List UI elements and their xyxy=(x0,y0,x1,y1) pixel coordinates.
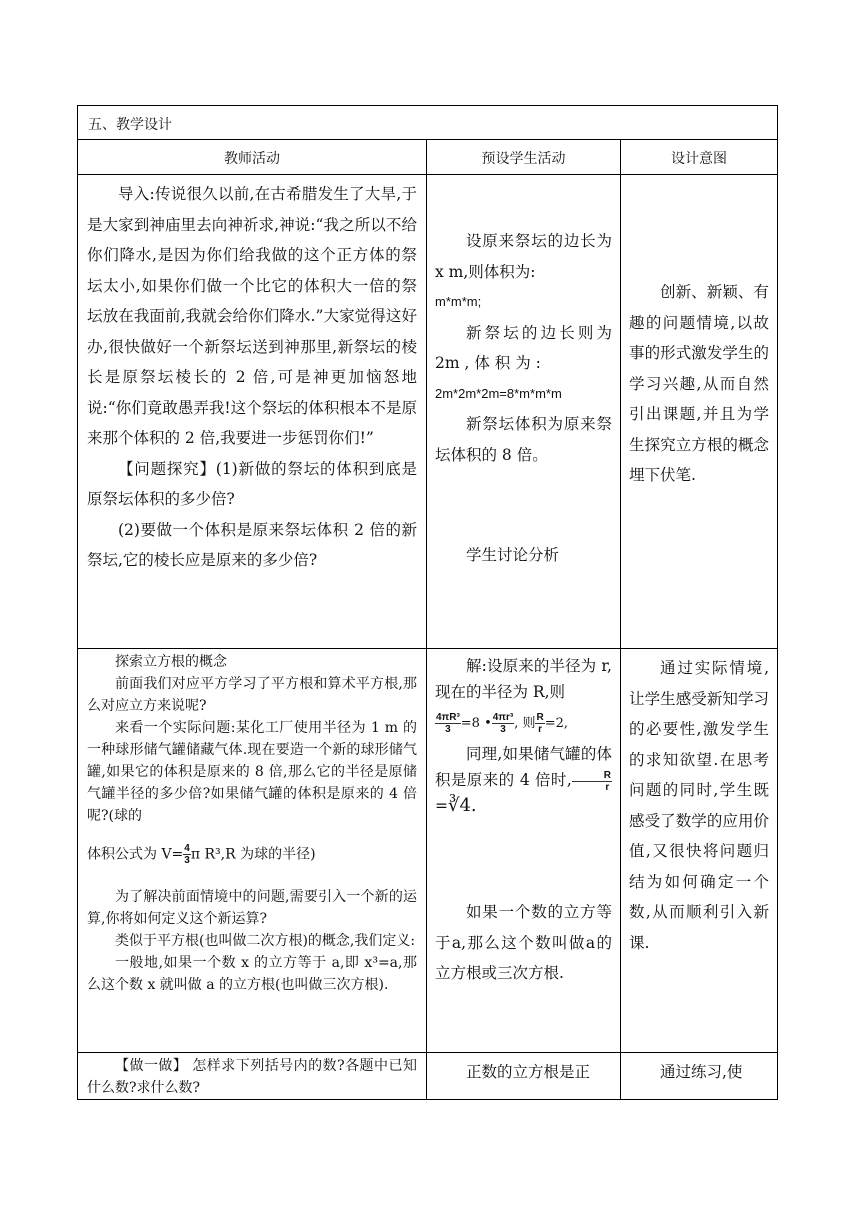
design-intent-text: 通过练习,使 xyxy=(660,1063,743,1081)
student-step-1-formula: m*m*m; xyxy=(435,294,482,309)
question-1: 【问题探究】(1)新做的祭坛的体积到底是原祭坛体积的多少倍? xyxy=(87,459,417,508)
equation-then: , 则 xyxy=(514,716,536,731)
new-operation-question: 为了解决前面情境中的问题,需要引入一个新的运算,你将如何定义这个新运算? xyxy=(87,889,417,927)
student-activity-cell xyxy=(427,1053,621,1100)
design-intent-cell xyxy=(621,175,778,649)
fraction-denominator: 3 xyxy=(500,723,506,735)
table-row xyxy=(78,649,778,1053)
practice-prompt: 【做一做】 怎样求下列括号内的数?各题中已知什么数?求什么数? xyxy=(87,1058,417,1096)
student-step-2: 新祭坛的边长则为 2m , 体 积 为 : xyxy=(435,323,612,372)
intro-paragraph: 导入:传说很久以前,在古希腊发生了大旱,于是大家到神庙里去向神祈求,神说:“我之所以不给你们降水,是因为你们给我做的这个正方体的祭坛太小,如果你们做一个比它的体积大一倍的祭坛放在我面前,我就会给你们降水.”大家觉得这好办,很快做好一个新祭坛送到神那里,新祭坛的棱长是原祭坛棱长的 2 倍,可是神更加恼怒地说:“你们竟敢愚弄我!这个祭坛的体积根本不是原来那个体积的 2 倍,我要进一步惩罚你们!” xyxy=(87,185,417,447)
cube-root-title: 探索立方根的概念 xyxy=(115,654,227,670)
teacher-paragraph: 前面我们对应平方学习了平方根和算术平方根,那么对应立方来说呢? xyxy=(87,676,417,714)
fraction-radius-ratio xyxy=(535,712,544,735)
volume-formula-prefix: 体积公式为 V= xyxy=(87,846,184,863)
student-step-1: 设原来祭坛的边长为 x m,则体积为: xyxy=(435,232,612,281)
fraction-denominator: r xyxy=(538,723,543,735)
fraction-numerator: 4πR³ xyxy=(436,711,460,723)
design-intent-text: 通过实际情境,让学生感受新知学习的必要性,激发学生的求知欲望.在思考问题的同时,学生既感受了数学的应用价值,又很快将问题归结为如何确定一个数,从而顺利引入新课. xyxy=(629,659,770,952)
teacher-activity-cell xyxy=(78,175,427,649)
fraction-denominator: 3 xyxy=(184,855,190,866)
equation-result: =2, xyxy=(544,716,568,731)
fraction-four-thirds xyxy=(183,843,191,866)
student-equation xyxy=(435,705,612,741)
fraction-denominator: 3 xyxy=(445,723,451,735)
student-step-3: 新祭坛体积为原来祭坛体积的 8 倍。 xyxy=(435,415,612,464)
table-row xyxy=(78,1053,778,1100)
section-title: 五、教学设计 xyxy=(78,106,778,140)
student-similar-case xyxy=(435,741,612,819)
student-activity-cell xyxy=(427,649,621,1053)
equation-multiplier: =8 • xyxy=(460,716,492,731)
equals-sign: = xyxy=(435,797,448,815)
design-intent-cell xyxy=(621,1053,778,1100)
fraction-numerator: 4 xyxy=(184,843,190,854)
fraction-numerator: R xyxy=(572,770,612,782)
fraction-radius-ratio xyxy=(572,770,612,793)
student-step-2-formula: 2m*2m*2m=8*m*m*m xyxy=(435,385,562,401)
volume-formula xyxy=(87,843,417,866)
fraction-numerator: 4πr³ xyxy=(492,711,514,723)
student-definition: 如果一个数的立方等于a,那么这个数叫做a的立方根或三次方根. xyxy=(435,903,612,982)
student-activity-cell xyxy=(427,175,621,649)
fraction-big-volume xyxy=(435,712,461,735)
table-row xyxy=(78,175,778,649)
student-practice: 正数的立方根是正 xyxy=(466,1063,591,1081)
fraction-numerator: R xyxy=(536,711,544,723)
fraction-small-volume xyxy=(492,712,514,735)
student-solution: 解:设原来的半径为 r,现在的半径为 R,则 xyxy=(435,657,612,701)
design-intent-text: 创新、新颖、有趣的问题情境,以故事的形式激发学生的学习兴趣,从而自然引出课题,并且为学生探究立方根的概念埋下伏笔. xyxy=(629,283,770,484)
definition-intro: 类似于平方根(也叫做二次方根)的概念,我们定义: xyxy=(115,933,416,949)
fraction-denominator: r xyxy=(605,781,610,793)
teacher-activity-cell xyxy=(78,1053,427,1100)
header-teacher: 教师活动 xyxy=(78,140,427,175)
similar-case-text: 同理,如果储气罐的体积是原来的 4 倍时, xyxy=(435,745,612,789)
tank-problem: 来看一个实际问题:某化工厂使用半径为 1 m 的一种球形储气罐储藏气体.现在要造一个新的球形储气罐,如果它的体积是原来的 8 倍,那么它的半径是原储气罐半径的多少倍?如果储气罐的体积是原来的 4 倍呢?(球的 xyxy=(87,720,417,824)
cube-root-definition: 一般地,如果一个数 x 的立方等于 a,即 x³=a,那么这个数 x 就叫做 a 的立方根(也叫做三次方根). xyxy=(87,955,417,993)
header-student: 预设学生活动 xyxy=(427,140,621,175)
question-2: (2)要做一个体积是原来祭坛体积 2 倍的新祭坛,它的棱长应是原来的多少倍? xyxy=(87,520,417,569)
cube-root-of-four: ∛4. xyxy=(448,795,477,816)
header-intent: 设计意图 xyxy=(621,140,778,175)
volume-formula-suffix: π R³,R 为球的半径) xyxy=(190,846,316,863)
student-discussion: 学生讨论分析 xyxy=(466,546,560,564)
teaching-design-table xyxy=(77,105,778,1100)
design-intent-cell xyxy=(621,649,778,1053)
teacher-activity-cell xyxy=(78,649,427,1053)
